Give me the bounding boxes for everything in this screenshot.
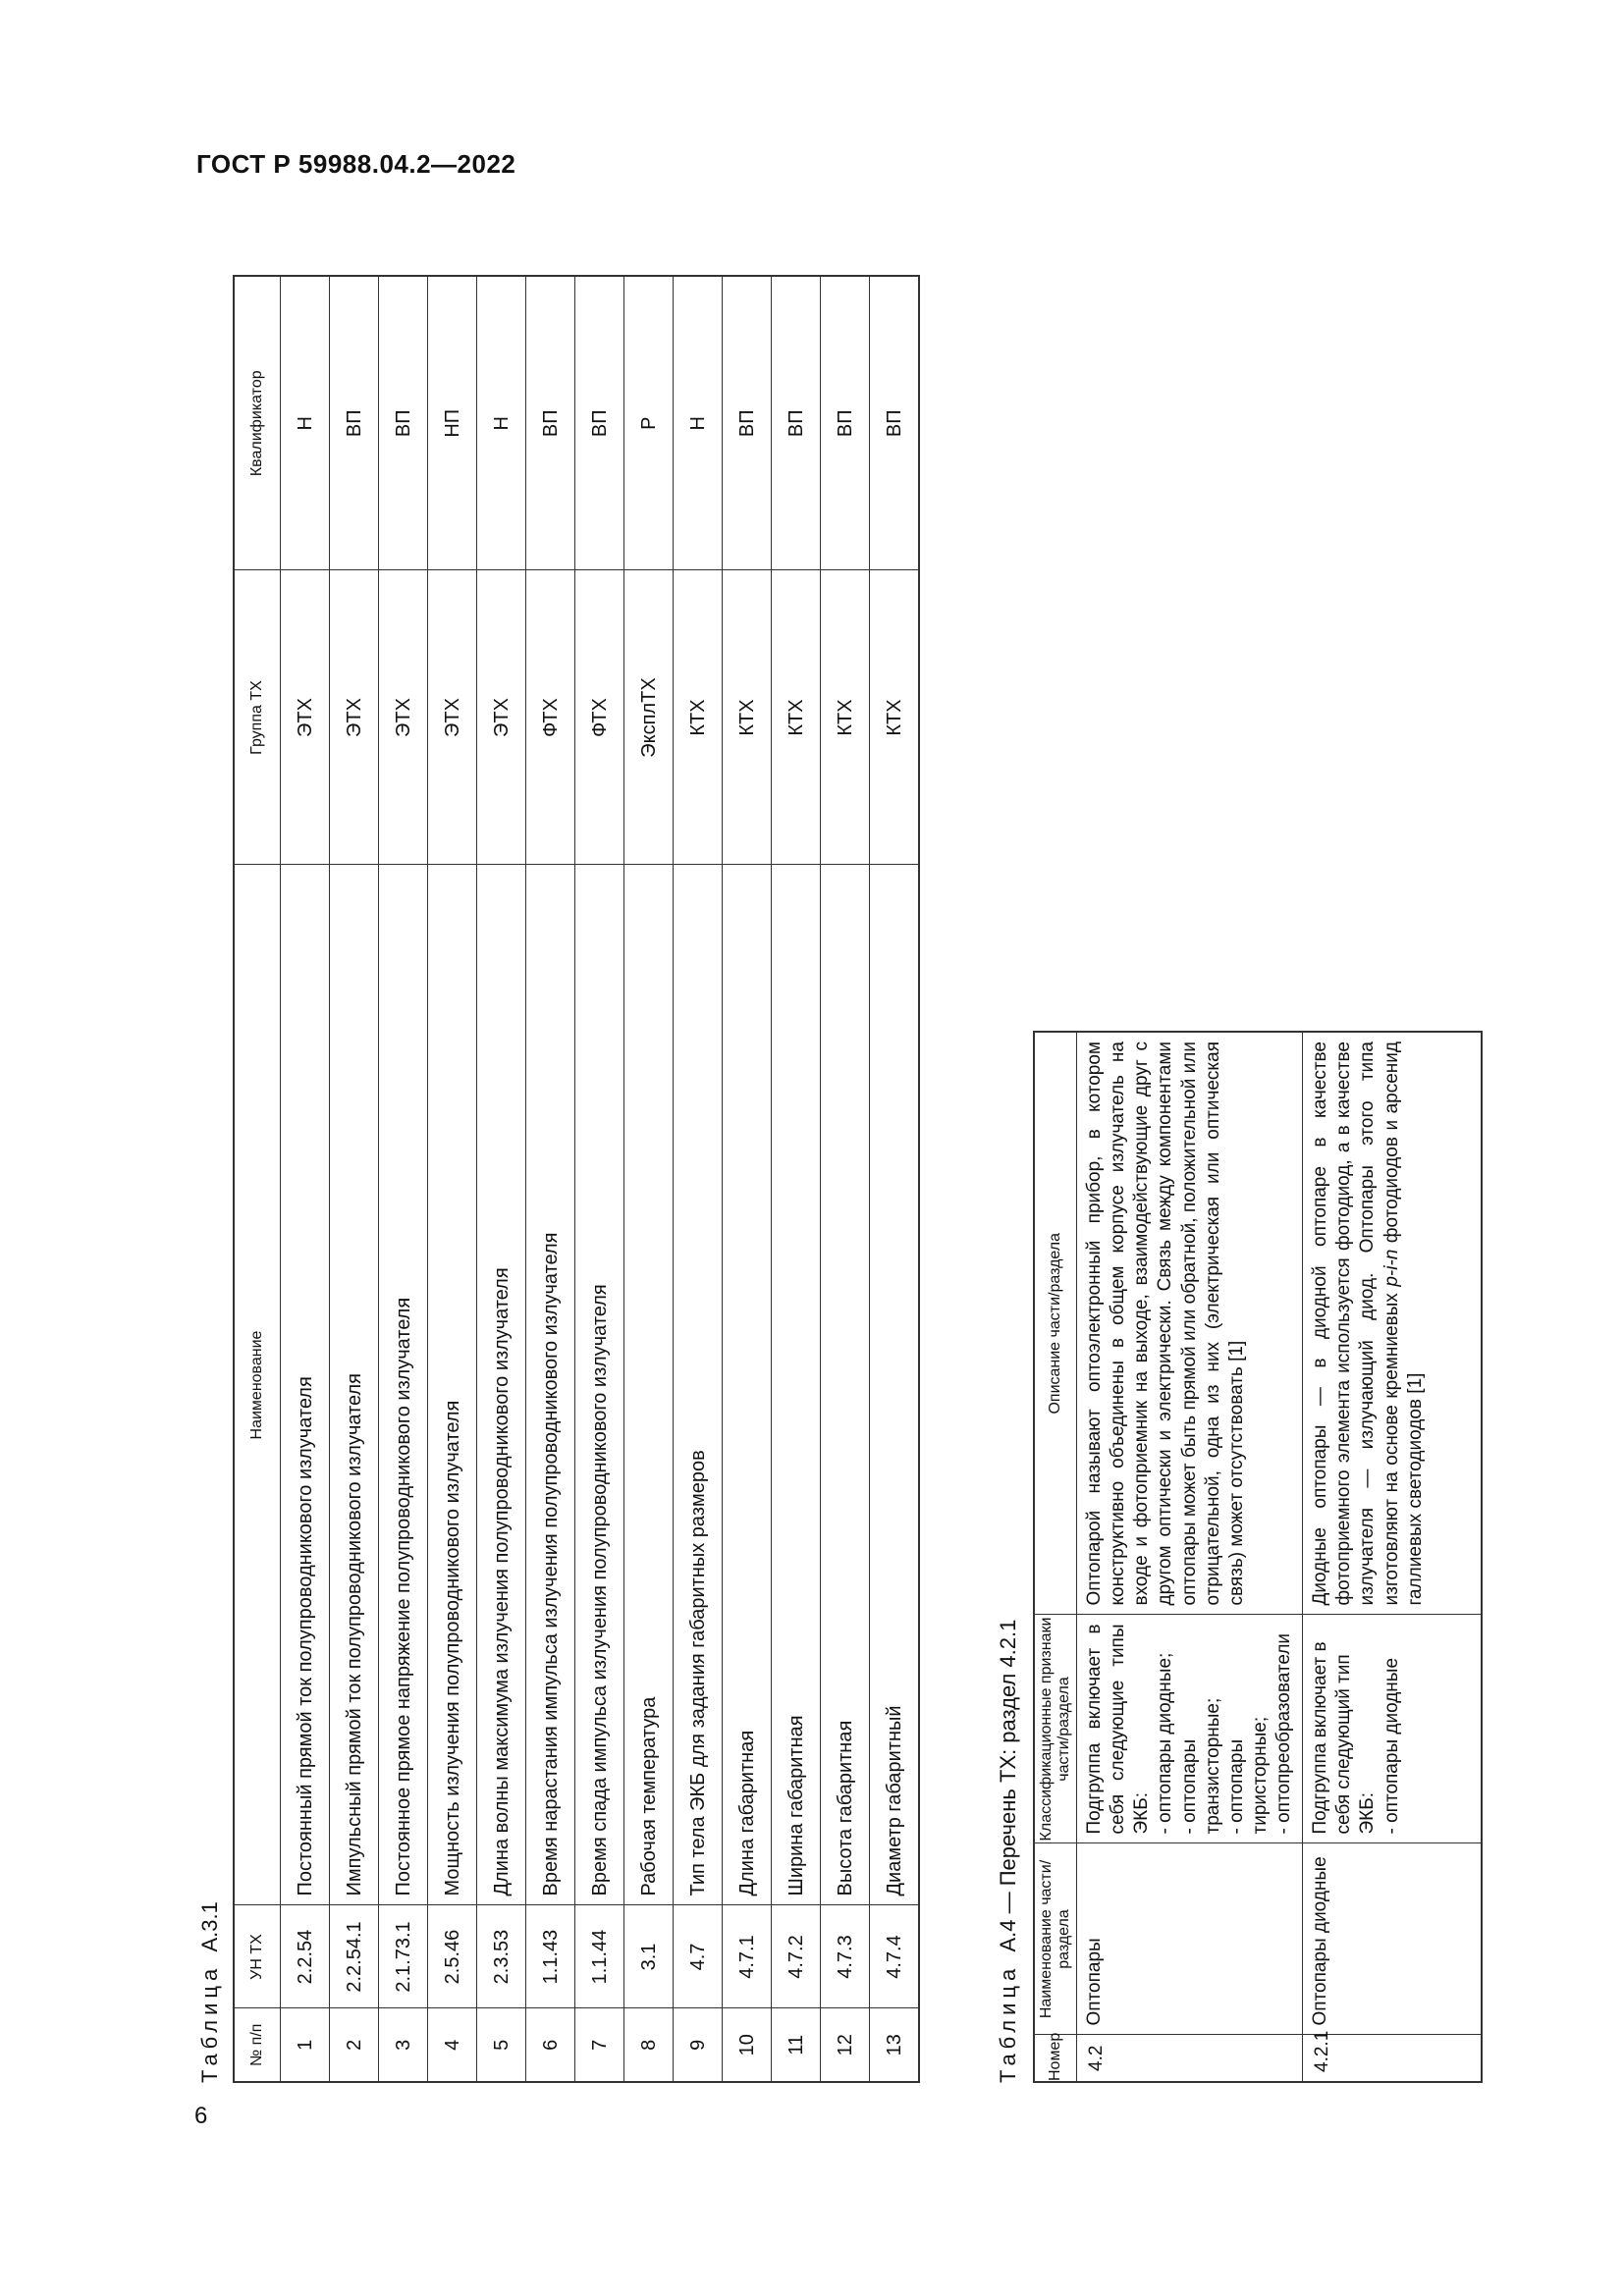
row-number: 8 xyxy=(624,2008,674,2082)
row-code: 2.2.54 xyxy=(281,1905,330,2008)
row-group: ФТХ xyxy=(526,570,575,865)
table-a31-row xyxy=(821,276,870,2082)
table-a31-row xyxy=(526,276,575,2082)
features-item: - оптопреобразователи xyxy=(1273,1632,1294,1835)
features-item: - оптопары тиристорные; xyxy=(1225,1716,1271,1835)
row-group: КТХ xyxy=(674,570,723,865)
row-number: 7 xyxy=(575,2008,624,2082)
table-a31-row xyxy=(477,276,526,2082)
row-qualifier: ВП xyxy=(575,276,624,570)
row-code: 4.7.4 xyxy=(870,1905,920,2008)
row-name: Ширина габаритная xyxy=(772,865,821,1905)
row-name: Мощность излучения полупроводникового излучателя xyxy=(428,865,477,1905)
row-name: Длина габаритная xyxy=(723,865,772,1905)
table-a31-caption-word: Таблица xyxy=(197,1963,222,2083)
row-name: Тип тела ЭКБ для задания габаритных размеров xyxy=(674,865,723,1905)
row-qualifier: ВП xyxy=(723,276,772,570)
row-qualifier: ВП xyxy=(526,276,575,570)
row-group: КТХ xyxy=(723,570,772,865)
description-tail: фотодиодов и арсенид галлиевых светодиодов [1] xyxy=(1380,1041,1426,1606)
row-code: 4.7.2 xyxy=(772,1905,821,2008)
col-header-name: Наименование xyxy=(234,865,281,1905)
row-number: 6 xyxy=(526,2008,575,2082)
features-intro: Подгруппа включает в себя следующий тип ЭКБ: xyxy=(1310,1641,1379,1835)
row-code: 4.7 xyxy=(674,1905,723,2008)
section-number: 4.2 xyxy=(1077,2035,1303,2082)
row-code: 2.3.53 xyxy=(477,1905,526,2008)
row-name: Длина волны максимума излучения полупроводникового излучателя xyxy=(477,865,526,1905)
table-a31-row xyxy=(330,276,379,2082)
row-group: КТХ xyxy=(821,570,870,865)
row-group: ЭТХ xyxy=(428,570,477,865)
row-group: КТХ xyxy=(870,570,920,865)
table-a4-header-row xyxy=(1034,1032,1077,2082)
row-name: Диаметр габаритный xyxy=(870,865,920,1905)
row-group: ЭТХ xyxy=(477,570,526,865)
features-item: - оптопары диодные xyxy=(1380,1657,1402,1835)
section-description: Оптопарой называют оптоэлектронный прибор, в котором конструктивно объединены в общем корпусе излучатель на входе и фотоприемник на выходе, взаимодействующие друг с другом оптически и электрически. Связь между компонентами оптопары может быть прямой или обратной, положительной или отрицательной, одна из них (электрическая или оптическая связь) может отсутствовать [1] xyxy=(1077,1032,1303,1615)
description-italic: p-i-n xyxy=(1380,1249,1402,1287)
section-features xyxy=(1077,1615,1303,1843)
row-number: 1 xyxy=(281,2008,330,2082)
row-qualifier: ВП xyxy=(772,276,821,570)
col-header-section-name: Наименование части/раздела xyxy=(1034,1843,1077,2035)
col-header-section-features: Классификационные признаки части/раздела xyxy=(1034,1615,1077,1843)
table-a31-row xyxy=(624,276,674,2082)
document-header: ГОСТ Р 59988.04.2—2022 xyxy=(196,149,516,179)
col-header-qualifier: Квалификатор xyxy=(234,276,281,570)
row-code: 4.7.1 xyxy=(723,1905,772,2008)
table-a31-caption xyxy=(199,1901,221,2083)
row-number: 13 xyxy=(870,2008,920,2082)
row-name: Высота габаритная xyxy=(821,865,870,1905)
row-name: Рабочая температура xyxy=(624,865,674,1905)
section-features xyxy=(1303,1615,1482,1843)
row-qualifier: ВП xyxy=(330,276,379,570)
description-lead: Диодные оптопары — в диодной оптопаре в качестве фотоприемного элемента используется фотодиод, а в качестве излучателя — излучающий диод. Оптопары этого типа изготовляют на основе кремниевых xyxy=(1310,1041,1402,1606)
row-group: ЭТХ xyxy=(281,570,330,865)
table-a4 xyxy=(1033,1031,1483,2083)
row-group: ЭТХ xyxy=(379,570,428,865)
features-item: - оптопары транзисторные; xyxy=(1178,1697,1223,1835)
row-number: 3 xyxy=(379,2008,428,2082)
row-code: 1.1.43 xyxy=(526,1905,575,2008)
table-a4-caption-rest: А.4 — Перечень ТХ: раздел 4.2.1 xyxy=(996,1619,1020,1952)
table-a31-row xyxy=(379,276,428,2082)
row-qualifier: ВП xyxy=(379,276,428,570)
col-header-number: № п/п xyxy=(234,2008,281,2082)
row-group: ЭксплТХ xyxy=(624,570,674,865)
col-header-section-description: Описание части/раздела xyxy=(1034,1032,1077,1615)
table-a4-caption xyxy=(998,1620,1019,2083)
row-qualifier: Н xyxy=(674,276,723,570)
row-group: ФТХ xyxy=(575,570,624,865)
table-a4-caption-word: Таблица xyxy=(996,1963,1020,2083)
row-qualifier: ВП xyxy=(870,276,920,570)
section-name: Оптопары диодные xyxy=(1303,1843,1482,2035)
table-a4-row xyxy=(1303,1032,1482,2082)
row-number: 2 xyxy=(330,2008,379,2082)
table-a31-header-row xyxy=(234,276,281,2082)
row-qualifier: Р xyxy=(624,276,674,570)
row-code: 4.7.3 xyxy=(821,1905,870,2008)
table-a31-row xyxy=(870,276,920,2082)
table-a4-row xyxy=(1077,1032,1303,2082)
features-intro: Подгруппа включает в себя следующие типы ЭКБ: xyxy=(1084,1624,1153,1835)
table-a31 xyxy=(233,275,920,2083)
col-header-section-number: Номер xyxy=(1034,2035,1077,2082)
table-a31-row xyxy=(281,276,330,2082)
features-item: - оптопары диодные; xyxy=(1155,1652,1176,1835)
table-a31-row xyxy=(428,276,477,2082)
row-name: Постоянное прямое напряжение полупроводникового излучателя xyxy=(379,865,428,1905)
row-name: Время спада импульса излучения полупроводникового излучателя xyxy=(575,865,624,1905)
row-group: ЭТХ xyxy=(330,570,379,865)
table-a31-caption-number: А.3.1 xyxy=(197,1901,222,1952)
col-header-group: Группа ТХ xyxy=(234,570,281,865)
row-code: 2.1.73.1 xyxy=(379,1905,428,2008)
row-group: КТХ xyxy=(772,570,821,865)
section-description xyxy=(1303,1032,1482,1615)
section-number: 4.2.1 xyxy=(1303,2035,1482,2082)
row-code: 3.1 xyxy=(624,1905,674,2008)
row-number: 4 xyxy=(428,2008,477,2082)
table-a31-row xyxy=(674,276,723,2082)
table-a31-row xyxy=(772,276,821,2082)
row-name: Время нарастания импульса излучения полупроводникового излучателя xyxy=(526,865,575,1905)
row-number: 10 xyxy=(723,2008,772,2082)
table-a31-row xyxy=(575,276,624,2082)
row-number: 5 xyxy=(477,2008,526,2082)
row-qualifier: ВП xyxy=(821,276,870,570)
row-number: 12 xyxy=(821,2008,870,2082)
row-code: 1.1.44 xyxy=(575,1905,624,2008)
col-header-code: УН ТХ xyxy=(234,1905,281,2008)
row-qualifier: Н xyxy=(281,276,330,570)
row-code: 2.5.46 xyxy=(428,1905,477,2008)
page-number: 6 xyxy=(194,2103,208,2129)
row-qualifier: НП xyxy=(428,276,477,570)
row-qualifier: Н xyxy=(477,276,526,570)
section-name: Оптопары xyxy=(1077,1843,1303,2035)
row-number: 11 xyxy=(772,2008,821,2082)
row-code: 2.2.54.1 xyxy=(330,1905,379,2008)
row-name: Постоянный прямой ток полупроводникового излучателя xyxy=(281,865,330,1905)
row-number: 9 xyxy=(674,2008,723,2082)
row-name: Импульсный прямой ток полупроводникового излучателя xyxy=(330,865,379,1905)
table-a31-row xyxy=(723,276,772,2082)
